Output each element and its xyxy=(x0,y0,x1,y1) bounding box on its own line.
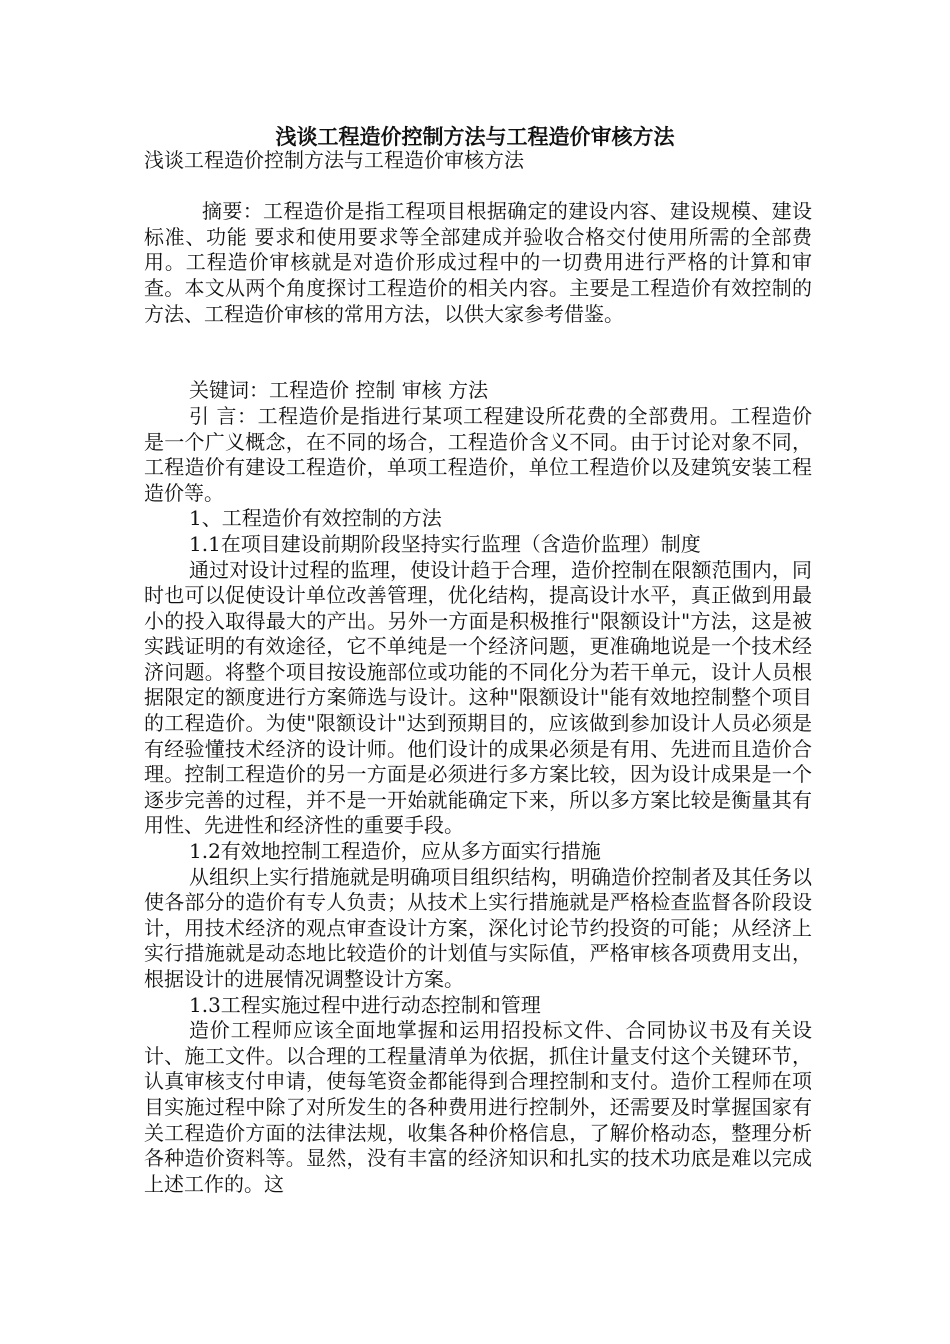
section-1-3-body: 造价工程师应该全面地掌握和运用招投标文件、合同协议书及有关设计、施工文件。以合理的工程量清单为依据，抓住计量支付这个关键环节，认真审核支付申请，使每笔资金都能得到合理控制和支付。造价工程师在项目实施过程中除了对所发生的各种费用进行控制外，还需要及时掌握国家有关工程造价方面的法律法规，收集各种价格信息，了解价格动态，整理分析各种造价资料等。显然，没有丰富的经济知识和扎实的技术功底是难以完成上述工作的。这 xyxy=(144,1018,812,1196)
section-1-heading: 1、工程造价有效控制的方法 xyxy=(189,506,442,531)
abstract-paragraph: 摘要：工程造价是指工程项目根据确定的建设内容、建设规模、建设标准、功能 要求和使用要求等全部建成并验收合格交付使用所需的全部费用。工程造价审核就是对造价形成过程中的一切费用进行严格的计算和审查。本文从两个角度探讨工程造价的相关内容。主要是工程造价有效控制的方法、工程造价审核的常用方法，以供大家参考借鉴。 xyxy=(144,199,812,326)
keywords-line: 关键词：工程造价 控制 审核 方法 xyxy=(189,378,489,403)
blank-line xyxy=(144,174,812,200)
section-1-2-heading: 1.2有效地控制工程造价，应从多方面实行措施 xyxy=(189,839,601,864)
document-title: 浅谈工程造价控制方法与工程造价审核方法 xyxy=(275,124,675,149)
blank-line xyxy=(144,327,812,353)
document-subtitle: 浅谈工程造价控制方法与工程造价审核方法 xyxy=(144,148,524,172)
section-1-2-body: 从组织上实行措施就是明确项目组织结构，明确造价控制者及其任务以使各部分的造价有专人负责；从技术上实行措施就是严格检查监督各阶段设计，用技术经济的观点审查设计方案，深化讨论节约投资的可能；从经济上实行措施就是动态地比较造价的计划值与实际值，严格审核各项费用支出，根据设计的进展情况调整设计方案。 xyxy=(144,864,812,991)
section-1-1-heading: 1.1在项目建设前期阶段坚持实行监理（含造价监理）制度 xyxy=(189,531,701,556)
blank-line xyxy=(144,353,812,379)
section-1-3-heading: 1.3工程实施过程中进行动态控制和管理 xyxy=(189,992,541,1017)
section-1-1-body: 通过对设计过程的监理，使设计趋于合理，造价控制在限额范围内，同时也可以促使设计单位改善管理，优化结构，提高设计水平，真正做到用最小的投入取得最大的产出。另外一方面是积极推行"限额设计"方法，这是被实践证明的有效途径，它不单纯是一个经济问题，更准确地说是一个技术经济问题。将整个项目按设施部位或功能的不同化分为若干单元，设计人员根据限定的额度进行方案筛选与设计。这种"限额设计"能有效地控制整个项目的工程造价。为使"限额设计"达到预期目的，应该做到参加设计人员必须是有经验懂技术经济的设计师。他们设计的成果必须是有用、先进而且造价合理。控制工程造价的另一方面是必须进行多方案比较，因为设计成果是一个逐步完善的过程，并不是一开始就能确定下来，所以多方案比较是衡量其有用性、先进性和经济性的重要手段。 xyxy=(144,557,812,838)
document-body xyxy=(144,148,812,1197)
intro-paragraph: 引 言：工程造价是指进行某项工程建设所花费的全部费用。工程造价是一个广义概念，在不同的场合，工程造价含义不同。由于讨论对象不同，工程造价有建设工程造价，单项工程造价，单位工程造价以及建筑安装工程造价等。 xyxy=(144,403,812,505)
